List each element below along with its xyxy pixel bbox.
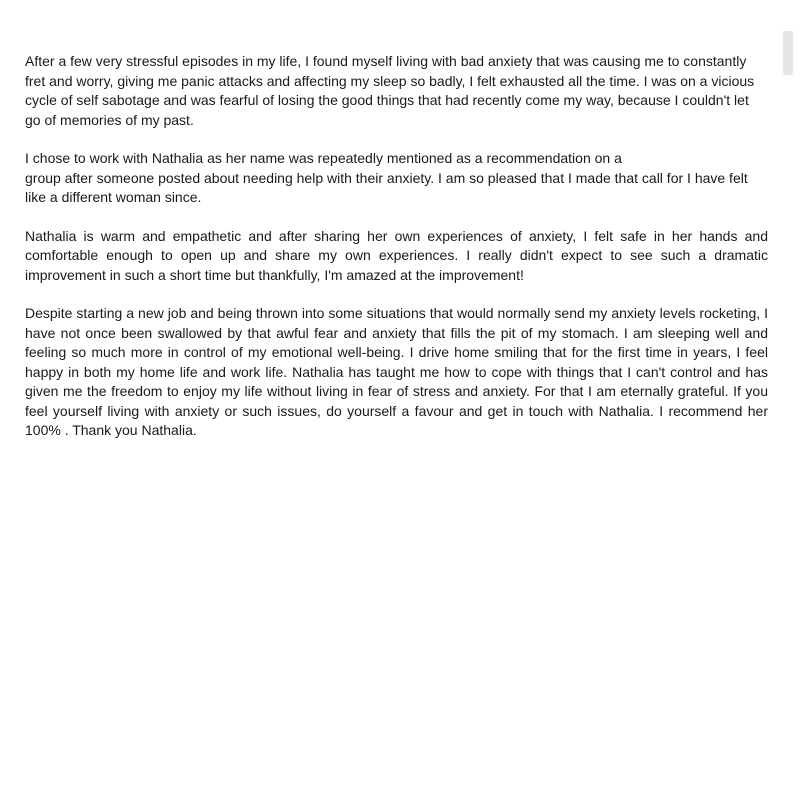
scrollbar-thumb[interactable]	[783, 31, 793, 75]
paragraph-intro: After a few very stressful episodes in my life, I found myself living with bad anxiety that was causing me to constantly fret and worry, giving me panic attacks and affecting my sleep so badly, I felt exhausted all the time. I was on a vicious cycle of self sabotage and was fearful of losing the good things that had recently come my way, because I couldn't let go of memories of my past.	[25, 53, 755, 128]
paragraph-outcome: Despite starting a new job and being thrown into some situations that would normally send my anxiety levels rocketing, I have not once been swallowed by that awful fear and anxiety that fills the pit of my stomach. I am sleeping well and feeling so much more in control of my emotional well-being. I drive home smiling that for the first time in years, I feel happy in both my home life and work life. Nathalia has taught me how to cope with things that I can't control and has given me the freedom to enjoy my life without living in fear of stress and anxiety. For that I am eternally grateful. If you feel yourself living with anxiety or such issues, do yourself a favour and get in touch with Nathalia. I recommend her 100% . Thank you Nathalia.	[25, 305, 768, 438]
paragraph-recommendation-start: I chose to work with Nathalia as her name was repeatedly mentioned as a recommendation on a	[25, 150, 622, 166]
paragraph-recommendation	[25, 149, 768, 208]
testimonial-text	[25, 52, 768, 460]
paragraph-experience: Nathalia is warm and empathetic and after sharing her own experiences of anxiety, I felt safe in her hands and comfortable enough to open up and share my own experiences. I really didn't expect to see such a dramatic improvement in such a short time but thankfully, I'm amazed at the improvement!	[25, 227, 768, 283]
paragraph-recommendation-end: group after someone posted about needing help with their anxiety. I am so pleased that I made that call for I have felt like a different woman since.	[25, 169, 748, 205]
